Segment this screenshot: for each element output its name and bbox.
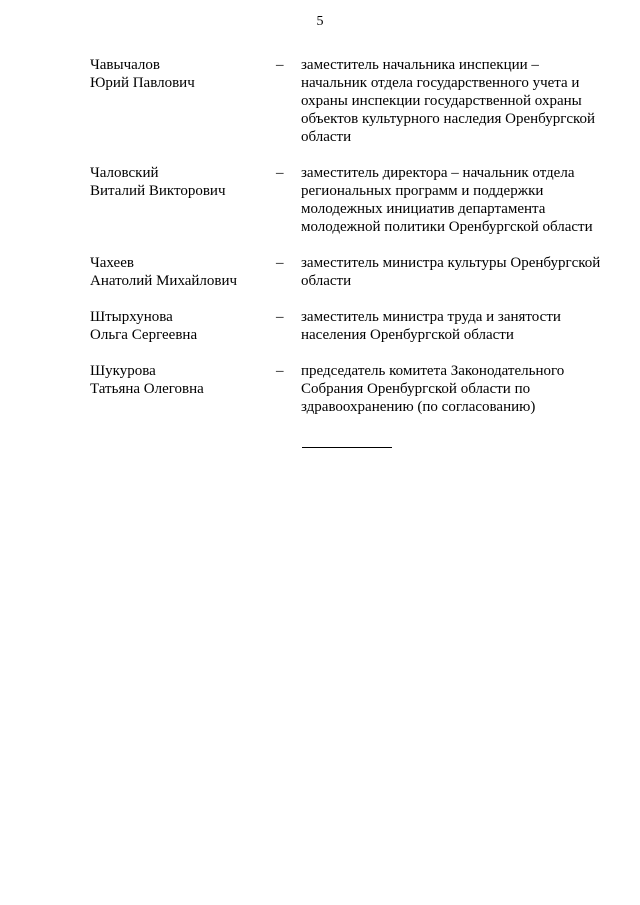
page-number: 5 — [316, 14, 324, 29]
member-position — [301, 164, 620, 236]
member-entry — [90, 254, 620, 290]
member-name — [90, 362, 276, 416]
member-given-names: Виталий Викторович — [90, 183, 226, 199]
member-given-names: Ольга Сергеевна — [90, 327, 198, 343]
position-line: населения Оренбургской области — [301, 327, 514, 343]
member-surname: Чахеев — [90, 255, 134, 271]
member-surname: Чаловский — [90, 165, 159, 181]
position-line: здравоохранению (по согласованию) — [301, 399, 536, 415]
member-given-names: Татьяна Олеговна — [90, 381, 204, 397]
position-line: молодежных инициатив департамента — [301, 201, 546, 217]
member-list — [90, 56, 620, 434]
member-name — [90, 308, 276, 344]
position-line: заместитель начальника инспекции – — [301, 57, 539, 73]
separator-dash: – — [276, 255, 284, 271]
member-position — [301, 56, 620, 146]
position-line: объектов культурного наследия Оренбургской — [301, 111, 596, 127]
position-line: заместитель министра труда и занятости — [301, 309, 561, 325]
separator-dash: – — [276, 57, 284, 73]
position-line: региональных программ и поддержки — [301, 183, 544, 199]
member-name — [90, 254, 276, 290]
separator-dash: – — [276, 363, 284, 379]
member-position — [301, 308, 620, 344]
position-line: заместитель директора – начальник отдела — [301, 165, 575, 181]
member-given-names: Юрий Павлович — [90, 75, 195, 91]
separator-dash: – — [276, 309, 284, 325]
member-surname: Штырхунова — [90, 309, 173, 325]
member-name — [90, 56, 276, 146]
position-line: области — [301, 273, 352, 289]
member-given-names: Анатолий Михайлович — [90, 273, 238, 289]
member-position — [301, 362, 620, 416]
member-entry — [90, 56, 620, 146]
member-position — [301, 254, 620, 290]
position-line: области — [301, 129, 352, 145]
position-line: Собрания Оренбургской области по — [301, 381, 531, 397]
position-line: председатель комитета Законодательного — [301, 363, 565, 379]
position-line: начальник отдела государственного учета и — [301, 75, 580, 91]
member-entry — [90, 308, 620, 344]
member-entry — [90, 164, 620, 236]
position-line: заместитель министра культуры Оренбургской — [301, 255, 601, 271]
position-line: молодежной политики Оренбургской области — [301, 219, 593, 235]
member-surname: Шукурова — [90, 363, 156, 379]
separator-dash: – — [276, 165, 284, 181]
member-surname: Чавычалов — [90, 57, 160, 73]
closing-rule-divider — [302, 447, 392, 448]
member-name — [90, 164, 276, 236]
member-entry — [90, 362, 620, 416]
position-line: охраны инспекции государственной охраны — [301, 93, 582, 109]
